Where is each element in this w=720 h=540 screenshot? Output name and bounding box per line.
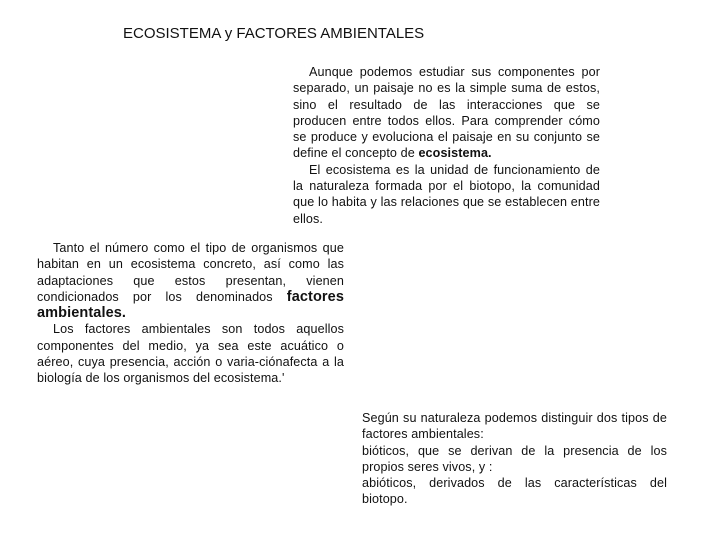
abiotic-factors-line: abióticos, derivados de las características del biotopo. — [362, 476, 667, 507]
factor-types-intro: Según su naturaleza podemos distinguir dos tipos de factores ambientales: — [362, 411, 667, 442]
environmental-factors-block — [37, 240, 344, 387]
biotic-factors-line: bióticos, que se derivan de la presencia de los propios seres vivos, y : — [362, 443, 667, 474]
factor-types-block — [362, 410, 667, 508]
ecosystem-intro-text: Aunque podemos estudiar sus componentes por separado, un paisaje no es la simple suma de estos, sino el resultado de las interacciones que se producen entre todos ellos. Para comprender cómo se produce y evoluciona el paisaje en su conjunto se define el concepto de — [293, 65, 600, 161]
ecosystem-definition-block — [293, 64, 600, 227]
ecosystem-intro-paragraph — [293, 64, 600, 162]
factors-term: factores ambientales. — [37, 288, 344, 322]
factors-intro-paragraph — [37, 240, 344, 321]
ecosystem-term: ecosistema. — [418, 146, 492, 161]
ecosystem-definition-paragraph: El ecosistema es la unidad de funcionamiento de la naturaleza formada por el biotopo, la comunidad que lo habita y las relaciones que se establecen entre ellos. — [293, 162, 600, 226]
factors-intro-text: Tanto el número como el tipo de organismos que habitan en un ecosistema concreto, así como las adaptaciones que estos presentan, vienen condicionados por los denominados — [37, 241, 344, 304]
factors-definition-paragraph: Los factores ambientales son todos aquellos componentes del medio, ya sea este acuático o aéreo, cuya presencia, acción o varia-ciónafecta a la biología de los organismos del ecosistema.' — [37, 322, 344, 386]
page-title: ECOSISTEMA y FACTORES AMBIENTALES — [123, 25, 425, 42]
